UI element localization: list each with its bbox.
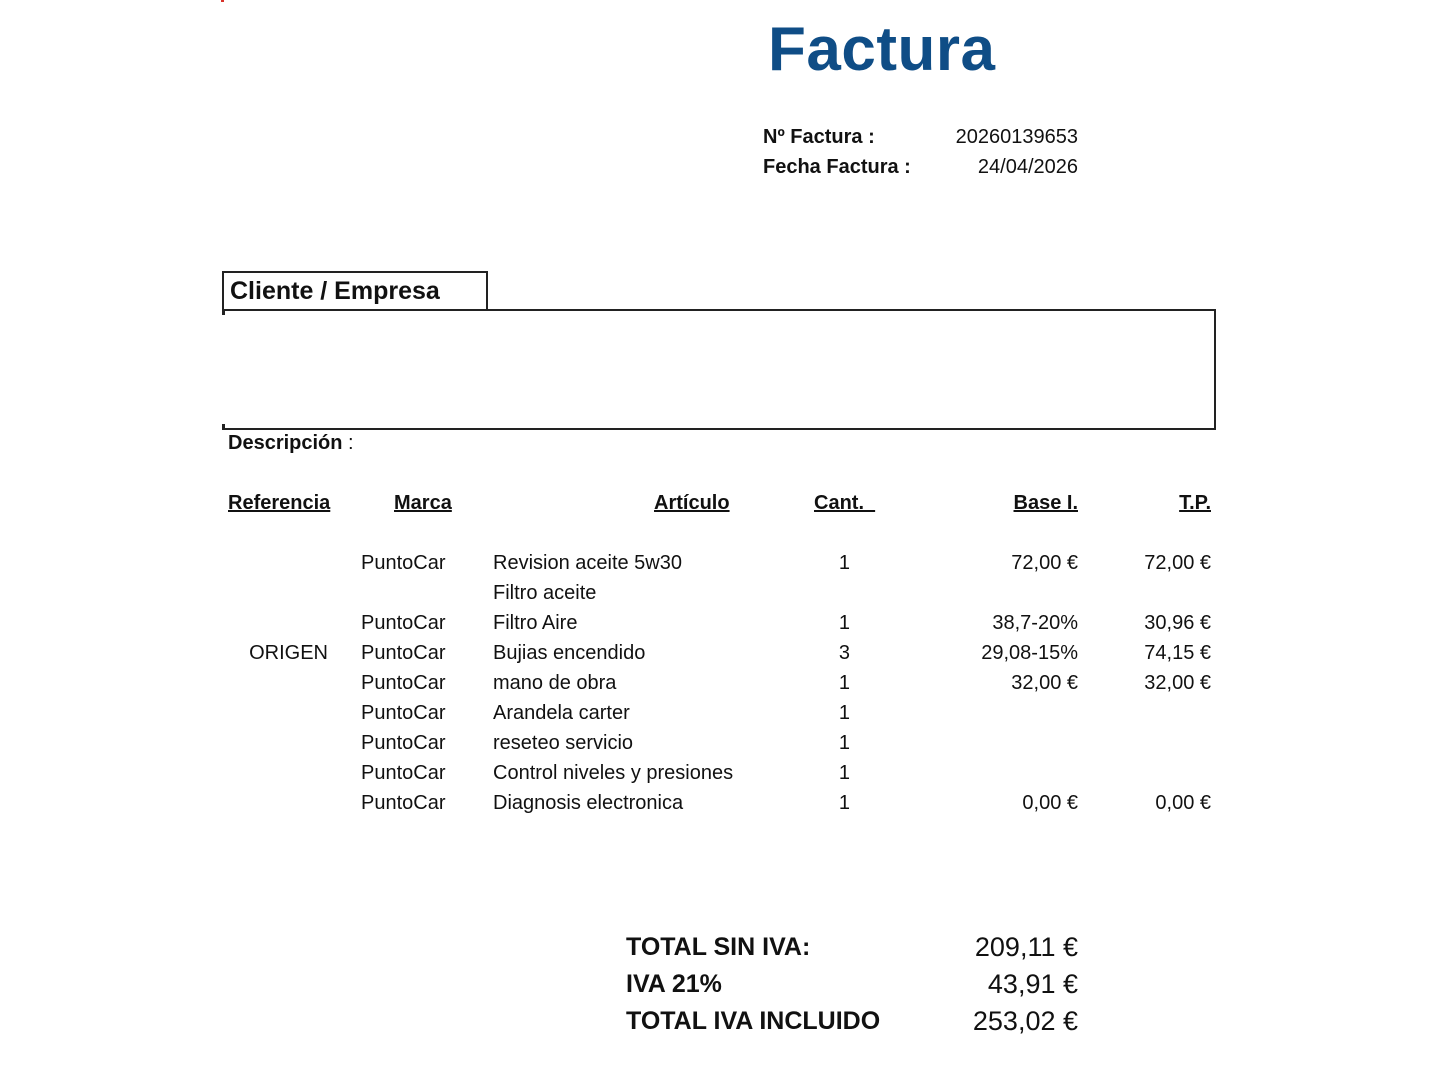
cell-cant: 1 — [838, 762, 850, 784]
cell-referencia: ORIGEN — [249, 642, 328, 664]
cell-marca: PuntoCar — [361, 642, 446, 664]
cell-marca: PuntoCar — [361, 732, 446, 754]
total-iva-incluido-value: 253,02 € — [972, 1006, 1078, 1036]
col-header-base: Base I. — [1013, 492, 1078, 514]
client-section-label: Cliente / Empresa — [230, 277, 440, 305]
cell-cant: 1 — [838, 792, 850, 814]
cell-cant: 1 — [838, 732, 850, 754]
invoice-number-value: 20260139653 — [955, 126, 1078, 148]
cell-base: 29,08-15% — [981, 642, 1078, 664]
cell-articulo: Filtro Aire — [493, 612, 578, 634]
cell-articulo: Bujias encendido — [493, 642, 646, 664]
cell-marca: PuntoCar — [361, 792, 446, 814]
col-header-tp: T.P. — [1179, 492, 1211, 514]
cell-cant: 1 — [838, 702, 850, 724]
description-label-text: Descripción — [228, 432, 343, 454]
cell-articulo: Filtro aceite — [493, 582, 597, 604]
client-info-box — [222, 309, 1216, 430]
cell-cant: 3 — [838, 642, 850, 664]
cell-tp: 32,00 € — [1144, 672, 1211, 694]
invoice-number-label: Nº Factura : — [763, 126, 875, 148]
client-box-corner-bottom — [222, 424, 225, 430]
description-colon: : — [342, 432, 354, 454]
invoice-title: Factura — [768, 15, 996, 84]
cell-articulo: Control niveles y presiones — [493, 762, 734, 784]
col-header-cant — [814, 492, 875, 515]
cell-marca: PuntoCar — [361, 702, 446, 724]
cell-articulo: reseteo servicio — [493, 732, 634, 754]
cell-articulo: Arandela carter — [493, 702, 630, 724]
cell-tp: 72,00 € — [1144, 552, 1211, 574]
cell-articulo: mano de obra — [493, 672, 617, 694]
col-header-articulo: Artículo — [654, 492, 730, 514]
red-corner-mark — [221, 0, 224, 2]
iva-value: 43,91 € — [987, 969, 1078, 999]
cell-articulo: Diagnosis electronica — [493, 792, 684, 814]
col-header-referencia: Referencia — [228, 492, 331, 514]
cell-base: 0,00 € — [1022, 792, 1078, 814]
cell-base: 32,00 € — [1011, 672, 1078, 694]
cell-base: 38,7-20% — [992, 612, 1078, 634]
cell-cant: 1 — [838, 612, 850, 634]
cell-base: 72,00 € — [1011, 552, 1078, 574]
cell-marca: PuntoCar — [361, 762, 446, 784]
cell-tp: 30,96 € — [1144, 612, 1211, 634]
cell-cant: 1 — [838, 672, 850, 694]
col-header-cant-label: Cant. — [814, 492, 864, 514]
cell-marca: PuntoCar — [361, 672, 446, 694]
cell-tp: 74,15 € — [1144, 642, 1211, 664]
total-sin-iva-value: 209,11 € — [974, 932, 1078, 962]
description-label — [228, 432, 354, 455]
total-iva-incluido-label: TOTAL IVA INCLUIDO — [626, 1007, 881, 1035]
total-sin-iva-label: TOTAL SIN IVA: — [626, 933, 811, 961]
client-section-tab — [222, 271, 488, 309]
cell-tp: 0,00 € — [1155, 792, 1211, 814]
cell-marca: PuntoCar — [361, 612, 446, 634]
iva-label: IVA 21% — [626, 970, 722, 998]
invoice-date-value: 24/04/2026 — [977, 156, 1078, 178]
cell-marca: PuntoCar — [361, 552, 446, 574]
cell-cant: 1 — [838, 552, 850, 574]
col-header-marca: Marca — [394, 492, 452, 514]
cell-articulo: Revision aceite 5w30 — [493, 552, 682, 574]
invoice-date-label: Fecha Factura : — [763, 156, 911, 178]
client-box-corner-top — [222, 309, 225, 315]
